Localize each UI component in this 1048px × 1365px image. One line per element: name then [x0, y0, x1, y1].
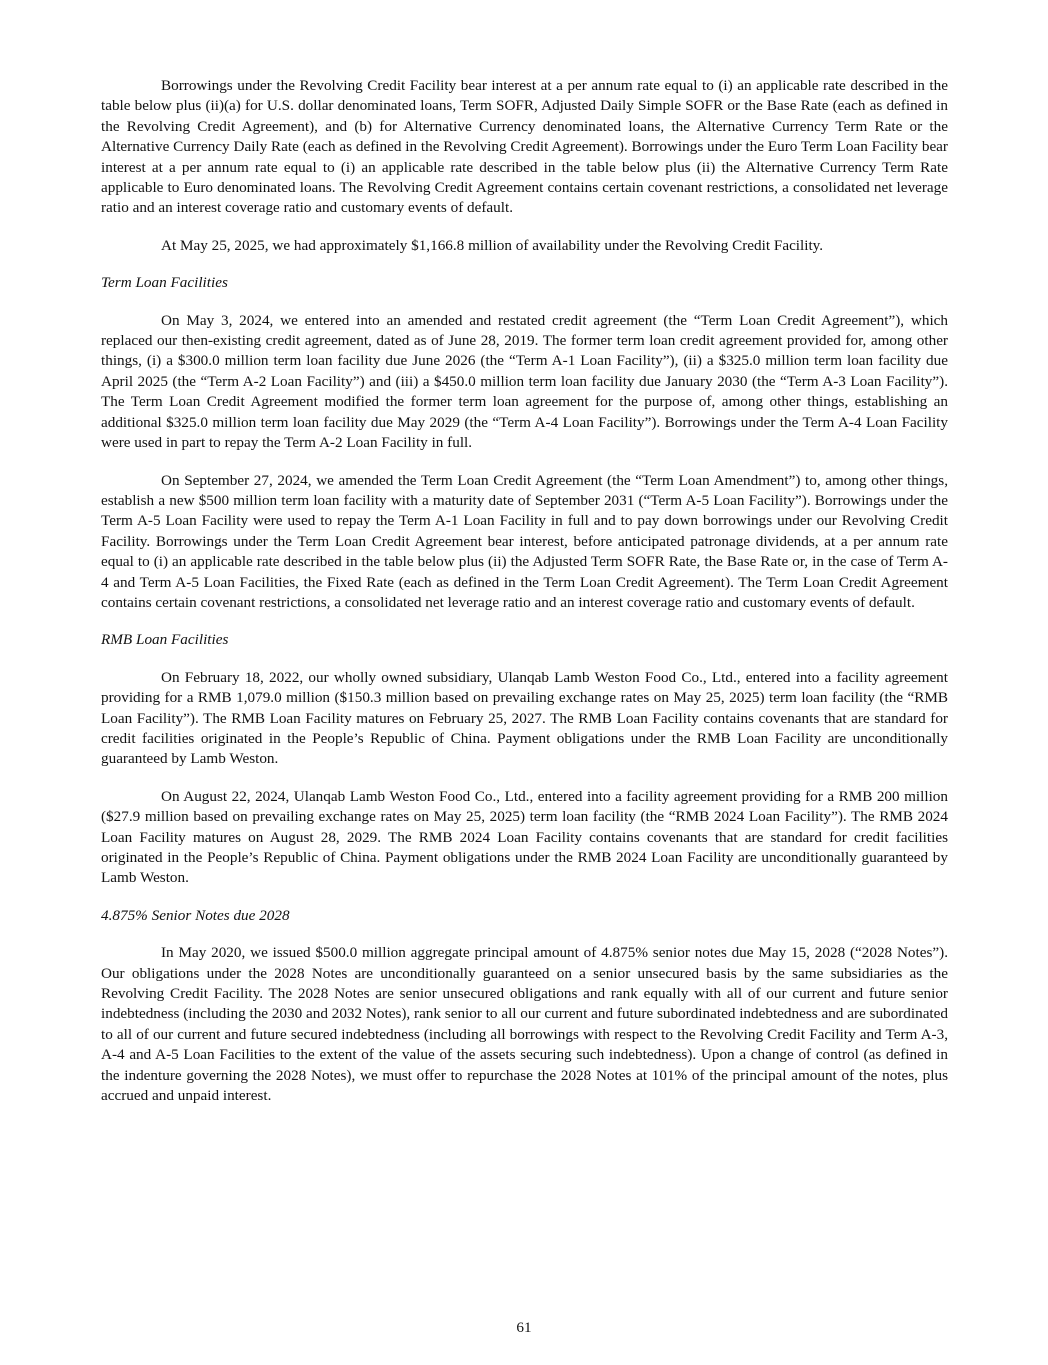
paragraph-revolving-credit-interest: Borrowings under the Revolving Credit Facility bear interest at a per annum rate equal to (i) an applicable rate described in the table below plus (ii)(a) for U.S. dollar denominated loans, Term SOFR, Adjusted Daily Simple SOFR or the Base Rate (each as defined in the Revolving Credit Agreement), and (b) for Alternative Currency denominated loans, the Alternative Currency Term Rate or the Alternative Currency Daily Rate (each as defined in the Revolving Credit Agreement). Borrowings under the Euro Term Loan Facility bear interest at a per annum rate equal to (i) an applicable rate described in the table below plus (ii) the Alternative Currency Term Rate applicable to Euro denominated loans. The Revolving Credit Agreement contains certain covenant restrictions, a consolidated net leverage ratio and an interest coverage ratio and customary events of default.: [101, 77, 948, 217]
paragraph-term-loan-credit-agreement: On May 3, 2024, we entered into an amended and restated credit agreement (the “Term Loan Credit Agreement”), which replaced our then-existing credit agreement, dated as of June 28, 2019. The former term loan credit agreement provided for, among other things, (i) a $300.0 million term loan facility due June 2026 (the “Term A-1 Loan Facility”), (ii) a $325.0 million term loan facility due April 2025 (the “Term A-2 Loan Facility”) and (iii) a $450.0 million term loan facility due January 2030 (the “Term A-3 Loan Facility”). The Term Loan Credit Agreement modified the former term loan agreement for the purpose of, among other things, establishing an additional $325.0 million term loan facility due May 2029 (the “Term A-4 Loan Facility”). Borrowings under the Term A-4 Loan Facility were used in part to repay the Term A-2 Loan Facility in full.: [101, 311, 948, 452]
section-heading-rmb-loan-facilities: RMB Loan Facilities: [101, 631, 229, 649]
page-number: 61: [516, 1319, 532, 1336]
paragraph-rmb-loan-facility: On February 18, 2022, our wholly owned subsidiary, Ulanqab Lamb Weston Food Co., Ltd., entered into a facility agreement providing for a RMB 1,079.0 million ($150.3 million based on prevailing exchange rates on May 25, 2025) term loan facility (the “RMB Loan Facility”). The RMB Loan Facility matures on February 25, 2027. The RMB Loan Facility contains covenants that are standard for credit facilities originated in the People’s Republic of China. Payment obligations under the RMB Loan Facility are unconditionally guaranteed by Lamb Weston.: [101, 668, 948, 768]
paragraph-senior-notes-2028: In May 2020, we issued $500.0 million aggregate principal amount of 4.875% senior notes due May 15, 2028 (“2028 Notes”). Our obligations under the 2028 Notes are unconditionally guaranteed on a senior unsecured basis by the same subsidiaries as the Revolving Credit Facility. The 2028 Notes are senior unsecured obligations and rank equally with all of our current and future senior indebtedness (including the 2030 and 2032 Notes), rank senior to all our current and future subordinated indebtedness and are subordinated to all of our current and future secured indebtedness (including all borrowings with respect to the Revolving Credit Facility and Term A-3, A-4 and A-5 Loan Facilities to the extent of the value of the assets securing such indebtedness). Upon a change of control (as defined in the indenture governing the 2028 Notes), we must offer to repurchase the 2028 Notes at 101% of the principal amount of the notes, plus accrued and unpaid interest.: [101, 944, 948, 1105]
section-heading-senior-notes-2028: 4.875% Senior Notes due 2028: [101, 906, 290, 924]
paragraph-term-loan-amendment: On September 27, 2024, we amended the Term Loan Credit Agreement (the “Term Loan Amendment”) to, among other things, establish a new $500 million term loan facility with a maturity date of September 2031 (“Term A-5 Loan Facility”). Borrowings under the Term A-5 Loan Facility were used to repay the Term A-1 Loan Facility in full and to pay down borrowings under our Revolving Credit Facility. Borrowings under the Term Loan Credit Agreement bear interest, before anticipated patronage dividends, at a per annum rate equal to (i) an applicable rate described in the table below plus (ii) the Adjusted Term SOFR Rate, the Base Rate or, in the case of Term A-4 and Term A-5 Loan Facilities, the Fixed Rate (each as defined in the Term Loan Credit Agreement). The Term Loan Credit Agreement contains certain covenant restrictions, a consolidated net leverage ratio and an interest coverage ratio and customary events of default.: [101, 471, 948, 611]
document-page: [101, 76, 948, 1123]
paragraph-revolving-availability: At May 25, 2025, we had approximately $1,166.8 million of availability under the Revolving Credit Facility.: [161, 236, 824, 254]
section-heading-term-loan-facilities: Term Loan Facilities: [101, 274, 228, 292]
paragraph-rmb-2024-loan-facility: On August 22, 2024, Ulanqab Lamb Weston Food Co., Ltd., entered into a facility agreement providing for a RMB 200 million ($27.9 million based on prevailing exchange rates on May 25, 2025) term loan facility (the “RMB 2024 Loan Facility”). The RMB 2024 Loan Facility matures on August 28, 2029. The RMB 2024 Loan Facility contains covenants that are standard for credit facilities originated in the People’s Republic of China. Payment obligations under the RMB 2024 Loan Facility are unconditionally guaranteed by Lamb Weston.: [101, 787, 948, 887]
